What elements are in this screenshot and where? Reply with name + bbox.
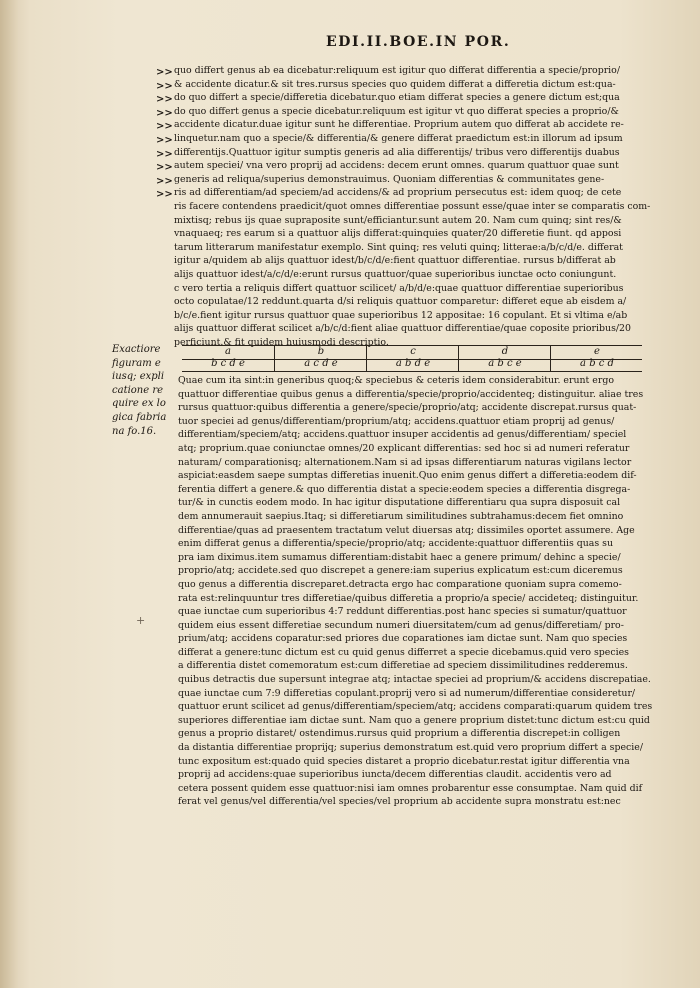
text-line: dem annumerauit saepius.Itaq; si differetiarum similitudines subtrahamus:decem fiet omnino bbox=[178, 510, 624, 522]
quotation-marker: >> bbox=[156, 162, 173, 174]
text-line: rata est:relinquuntur tres differetiae/quibus differetia a proprio/a specie/ accideteq; distinguitur. bbox=[178, 592, 639, 604]
text-line: perficiunt.& fit quidem huiusmodi descriptio. bbox=[174, 336, 389, 348]
margin-note-line: na fo.16. bbox=[112, 425, 157, 437]
margin-note bbox=[112, 343, 176, 438]
margin-note-line: iusq; expli bbox=[112, 371, 165, 383]
text-line: cetera possent quidem esse quattuor:nisi iam omnes probarentur esse consumptae. Nam quid dif bbox=[178, 782, 643, 794]
page-gutter bbox=[0, 0, 18, 988]
text-line: ris ad differentiam/ad speciem/ad accidens/& ad proprium persecutus est: idem quoq; de cete bbox=[174, 187, 622, 199]
text-line: atq; proprium.quae coniunctae omnes/20 explicant differentias: sed hoc si ad numeri referatur bbox=[178, 442, 630, 454]
figure-cell: e bbox=[550, 346, 643, 359]
text-line: quattuor erunt scilicet ad genus/differentiam/speciem/atq; accidens comparati:quarum quidem tres bbox=[178, 701, 653, 713]
margin-note-line: gica fabria bbox=[112, 411, 167, 423]
quotation-marker: >> bbox=[156, 189, 173, 201]
text-line: do quo differt a specie/differetia dicebatur.quo etiam differat species a genere dictum est;qua bbox=[174, 92, 620, 104]
figure-cell: a b c d bbox=[550, 358, 643, 371]
text-line: accidente dicatur.duae igitur sunt he differentiae. Proprium autem quo differat ab accidete re- bbox=[174, 119, 624, 131]
text-line: do quo differt genus a specie dicebatur.reliquum est igitur vt quo differat species a proprio/& bbox=[174, 105, 619, 117]
text-line: quattuor differentiae quibus genus a differentia/specie/proprio/accidenteq; distinguitur. aliae tres bbox=[178, 388, 644, 400]
figure-cell: a c d e bbox=[274, 358, 367, 371]
difference-figure bbox=[182, 345, 642, 372]
margin-note-line: Exactiore bbox=[112, 344, 161, 355]
text-line: ris facere contendens praedicit/quot omnes differentiae possunt esse/quae inter se comparatis com- bbox=[174, 200, 651, 212]
text-line: da distantia differentiae proprijq; superius demonstratum est.quid vero proprium differt a specie/ bbox=[178, 742, 643, 754]
text-line: generis ad reliqua/superius demonstrauimus. Quoniam differentias & communitates gene- bbox=[174, 173, 605, 185]
margin-note-line: quire ex lo bbox=[112, 398, 166, 410]
text-line: prium/atq; accidens coparatur:sed priores due coparationes iam dictae sunt. Nam quo species bbox=[178, 633, 628, 645]
text-line: ferentia differt a genere.& quo differentia distat a specie:eodem species a differentia disgrega- bbox=[178, 483, 631, 495]
quotation-marker: >> bbox=[156, 121, 173, 133]
figure-cell: a b c e bbox=[458, 358, 551, 371]
figure-cell: c bbox=[366, 346, 459, 359]
text-line: tuor speciei ad genus/differentiam/proprium/atq; accidens.quattuor etiam proprij ad genus/ bbox=[178, 415, 615, 427]
margin-note-line: figuram e bbox=[112, 357, 161, 369]
text-line: rursus quattuor:quibus differentia a genere/specie/proprio/atq; accidente discrepat.rursus quat- bbox=[178, 402, 637, 414]
text-line: linquetur.nam quo a specie/& differentia/& genere differat praedictum est:in illorum ad ipsum bbox=[174, 132, 623, 144]
text-line: enim differat genus a differentia/specie/proprio/atq; accidente:quattuor differentiis quas su bbox=[178, 538, 614, 550]
text-line: genus a proprio distaret/ ostendimus.rursus quid proprium a differentia discrepet:in colligen bbox=[178, 728, 621, 740]
margin-note-line: catione re bbox=[112, 384, 164, 396]
text-line: vnaquaeq; res earum si a quattuor alijs differat:quinquies quater/20 differetie fiunt. qd apposi bbox=[174, 228, 622, 240]
text-line: differat a genere:tunc dictum est cu quid genus differret a specie dicebamus.quid vero species bbox=[178, 646, 629, 658]
text-line: tur/& in cunctis eodem modo. In hac igitur disputatione differentiaru qua supra disposuit cal bbox=[178, 497, 621, 509]
quotation-marker: >> bbox=[156, 107, 173, 119]
text-line: a differentia distet comemoratum est:cum differetiae ad speciem dissimilitudines redderemus. bbox=[178, 660, 628, 672]
text-line: alijs quattuor differat scilicet a/b/c/d:fient aliae quattuor differentiae/quae coposite prioribus/20 bbox=[174, 323, 631, 335]
figure-cell: a bbox=[225, 346, 231, 357]
text-line: mixtisq; rebus ijs quae supraposite sunt/efficiantur.sunt autem 20. Nam cum quinq; sint res/& bbox=[174, 214, 622, 226]
text-line: quo differt genus ab ea dicebatur:reliquum est igitur quo differat differentia a specie/proprio/ bbox=[174, 65, 620, 76]
quotation-marker: >> bbox=[156, 80, 173, 92]
text-line: quidem eius essent differetiae secundum numeri diuersitatem/cum ad genus/differetiam/ pro- bbox=[178, 619, 624, 631]
text-line: proprio/atq; accidete.sed quo discrepet a genere:iam superius explicatum est:cum diceremus bbox=[178, 565, 623, 577]
quotation-marker: >> bbox=[156, 94, 173, 106]
text-line: c vero tertia a reliquis differt quattuor scilicet/ a/b/d/e:quae quattuor differentiae superioribus bbox=[174, 282, 624, 294]
pencil-mark: + bbox=[136, 614, 146, 627]
text-line: quibus detractis due supersunt integrae atq; intactae speciei ad proprium/& accidens discrepatiae. bbox=[178, 674, 651, 686]
text-line: Quae cum ita sint:in generibus quoq;& speciebus & ceteris idem considerabitur. erunt ergo bbox=[178, 375, 614, 386]
quotation-marker: >> bbox=[156, 67, 173, 78]
running-head: EDI.II.BOE.IN POR. bbox=[326, 34, 511, 50]
text-line: autem speciei/ vna vero proprij ad accidens: decem erunt omnes. quarum quattuor quae sunt bbox=[174, 160, 619, 172]
text-line: differentiam/speciem/atq; accidens.quattuor insuper accidentis ad genus/differentiam/ speciel bbox=[178, 429, 627, 441]
text-block-upper bbox=[174, 64, 668, 349]
figure-bottom-row bbox=[182, 358, 642, 372]
text-line: igitur a/quidem ab alijs quattuor idest/b/c/d/e:fient quattuor differentiae. rursus b/differat ab bbox=[174, 255, 616, 267]
text-line: quo genus a differentia discreparet.detracta ergo hac comparatione quoniam supra comemo- bbox=[178, 578, 622, 590]
figure-cell: b bbox=[274, 346, 367, 359]
quotation-marker: >> bbox=[156, 175, 173, 187]
text-line: naturam/ comparationisq; alternationem.Nam si ad ipsas differentiarum naturas vigilans lector bbox=[178, 456, 632, 468]
text-line: octo copulatae/12 reddunt.quarta d/si reliquis quattuor comparetur: differet eque ab eisdem a/ bbox=[174, 296, 627, 308]
text-line: differentiae/quas ad praesentem tractatum velut diuersas atq; dissimiles oportet assumere. Age bbox=[178, 524, 635, 536]
quotation-marker: >> bbox=[156, 134, 173, 146]
figure-cell: d bbox=[458, 346, 551, 359]
text-line: tunc expositum est:quado quid species distaret a proprio dicebatur.restat igitur differentia vna bbox=[178, 755, 630, 767]
text-line: pra iam diximus.item sumamus differentiam:distabit haec a genere primum/ dehinc a specie/ bbox=[178, 551, 621, 563]
text-line: quae iunctae cum 7:9 differetias copulant.proprij vero si ad numerum/differentiae consideretur/ bbox=[178, 687, 636, 699]
text-line: & accidente dicatur.& sit tres.rursus species quo quidem differat a differetia dictum est:qua- bbox=[174, 78, 616, 90]
quotation-marker: >> bbox=[156, 148, 173, 160]
text-line: aspiciat:easdem saepe sumptas differetias inuenit.Quo enim genus differt a differetia:eodem dif- bbox=[178, 470, 637, 482]
figure-cell: b c d e bbox=[211, 358, 245, 369]
text-line: superiores differentiae iam dictae sunt. Nam quo a genere proprium distet:tunc dictum est:cu quid bbox=[178, 714, 650, 726]
text-block-lower bbox=[178, 374, 668, 809]
text-line: b/c/e.fient igitur rursus quattuor quae superioribus 12 appositae: 16 copulant. Et si vltima e/ab bbox=[174, 309, 628, 321]
text-line: tarum litterarum manifestatur exemplo. Sint quinq; res veluti quinq; litterae:a/b/c/d/e. differat bbox=[174, 241, 623, 253]
figure-cell: a b d e bbox=[366, 358, 459, 371]
text-line: ferat vel genus/vel differentia/vel species/vel proprium ab accidente supra monstratu est:nec bbox=[178, 796, 621, 808]
text-line: differentijs.Quattuor igitur sumptis generis ad alia differentijs/ tribus vero differentijs duabus bbox=[174, 146, 620, 158]
text-line: alijs quattuor idest/a/c/d/e:erunt rursus quattuor/quae superioribus iunctae octo coniungunt. bbox=[174, 268, 617, 280]
text-line: quae iunctae cum superioribus 4:7 reddunt differentias.post hanc species si sumatur/quattuor bbox=[178, 606, 627, 618]
text-line: proprij ad accidens:quae superioribus iuncta/decem differentias claudit. accidentis vero ad bbox=[178, 769, 612, 781]
